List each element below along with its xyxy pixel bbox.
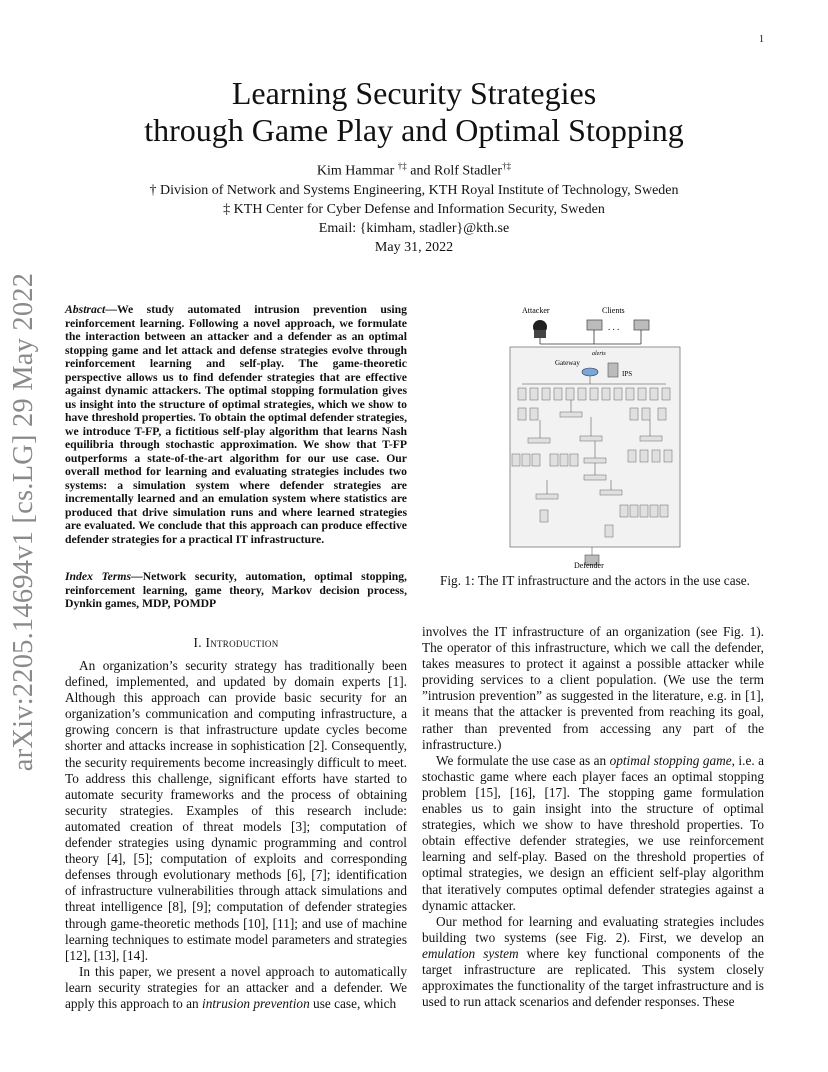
right-paragraph-2	[422, 753, 764, 914]
author-block	[0, 157, 828, 257]
author-2-affil: †‡	[502, 161, 512, 171]
intro-paragraph-2	[65, 964, 407, 1012]
intro-p2-emphasis: intrusion prevention	[202, 995, 310, 1011]
figure-1	[500, 300, 685, 570]
author-names	[0, 157, 828, 181]
intro-paragraph-1: An organization’s security strategy has traditionally been defined, implemented, and updated by domain experts [1]. Although this approach can provide basic security for an organization’s communication and computing infrastructure, a growing concern is that infrastructure update cycles become shorter and attacks increase in sophistication [2]. Consequently, the security requirements become increasingly difficult to meet. To address this challenge, significant efforts have started to automate security frameworks and the process of obtaining security strategies. Examples of this research include: automated creation of threat models [3]; computation of defender strategies using dynamic programming and control theory [4], [5]; computation of exploits and corresponding defenses through evolutionary methods [6], [7]; identification of infrastructure vulnerabilities through attack simulations and threat intelligence [8], [9]; computation of defender strategies through game-theoretic methods [10], [11]; and use of machine learning techniques to estimate model parameters and strategies [12], [13], [14].	[65, 658, 407, 963]
figure-caption: Fig. 1: The IT infrastructure and the actors in the use case.	[439, 573, 751, 588]
section-heading	[65, 635, 407, 651]
right-p2-emphasis: optimal stopping game	[609, 752, 732, 768]
gateway-icon	[582, 368, 598, 376]
arxiv-stamp: arXiv:2205.14694v1 [cs.LG] 29 May 2022	[8, 272, 39, 772]
right-p3-text-b: where key functional components of the target infrastructure are replicated. This system closely approximates the functionality of the target infrastructure and is used to run attack scenarios and defender responses. These	[422, 945, 764, 1010]
ips-label: IPS	[622, 370, 633, 378]
author-1: Kim Hammar	[316, 163, 398, 179]
defender-label: Defender	[574, 561, 604, 570]
page-number: 1	[759, 34, 764, 45]
email: Email: {kimham, stadler}@kth.se	[318, 220, 510, 236]
paper-title	[0, 75, 828, 149]
clients-label: Clients	[602, 306, 625, 315]
attacker-label: Attacker	[522, 306, 550, 315]
right-p2-text-b: , i.e. a stochastic game where each player faces an optimal stopping problem [15], [16], [17]. The stopping game formulation enables us to gain insight into the structure of optimal strategies, which we show to have threshold properties. To obtain effective defender strategies, we use reinforcement learning and self-play. Based on the threshold properties of optimal strategies, we design an efficient self-play algorithm that iteratively computes optimal defender strategies against a dynamic attacker.	[422, 752, 765, 913]
gateway-label: Gateway	[555, 359, 580, 367]
abstract	[65, 303, 407, 546]
right-paragraph-1: involves the IT infrastructure of an organization (see Fig. 1). The operator of this infrastructure, which we call the defender, takes measures to protect it against a possible attacker while providing services to a client population. (We use the term ”intrusion prevention” as suggested in the literature, e.g. in [1], it means that the attacker is prevented from reaching its goal, rather than prevented from accessing any part of the infrastructure.)	[422, 624, 764, 752]
section-title: Introduction	[205, 635, 279, 650]
right-p3-emphasis: emulation system	[422, 945, 519, 961]
right-paragraph-3	[422, 914, 764, 1011]
alerts-label: alerts	[592, 351, 606, 357]
title-line-2: through Game Play and Optimal Stopping	[144, 112, 684, 148]
clients-ellipsis: . . .	[608, 322, 620, 332]
author-1-affil: †‡	[397, 161, 407, 171]
author-2: and Rolf Stadler	[406, 163, 503, 179]
intro-body	[65, 658, 407, 1012]
affiliation-1: † Division of Network and Systems Engineering, KTH Royal Institute of Technology, Sweden	[149, 182, 679, 198]
intro-p2-text-a: In this paper, we present a novel approach to automatically learn security strategies for an attacker and a defender. We apply this approach to an	[65, 963, 407, 1011]
ips-icon	[608, 363, 618, 377]
network-diagram	[500, 300, 685, 570]
title-line-1: Learning Security Strategies	[231, 75, 597, 111]
attacker-icon	[533, 320, 547, 338]
right-p3-text-a: Our method for learning and evaluating strategies includes building two systems (see Fig. 2). First, we develop an	[422, 913, 764, 945]
right-p2-text-a: We formulate the use case as an	[436, 752, 610, 768]
intro-p2-text-b: use case, which	[309, 995, 397, 1011]
date: May 31, 2022	[374, 239, 454, 255]
abstract-text: —We study automated intrusion prevention using reinforcement learning. Following a novel approach, we formulate the interaction between an attacker and a defender as an optimal stopping game and let attack and defense strategies evolve through reinforcement learning and self-play. The game-theoretic perspective allows us to find defender strategies that are effective against dynamic attackers. The optimal stopping formulation gives us insight into the structure of optimal strategies, which we show to have threshold properties. To obtain the optimal defender strategies, we introduce T-FP, a fictitious self-play algorithm that learns Nash equilibria through stochastic approximation. We show that T-FP outperforms a state-of-the-art algorithm for our use case. Our overall method for learning and evaluating strategies includes two systems: a simulation system where defender strategies are incrementally learned and an emulation system where statistics are produced that drive simulation runs and where learned strategies are evaluated. We conclude that this approach can produce effective defender strategies for a practical IT infrastructure.	[65, 303, 407, 546]
index-terms-text: —Network security, automation, optimal stopping, reinforcement learning, game theory, Markov decision process, Dynkin games, MDP, POMDP	[65, 570, 407, 610]
right-column-body	[422, 624, 764, 1010]
abstract-label: Abstract	[65, 303, 106, 316]
affiliation-2: ‡ KTH Center for Cyber Defense and Information Security, Sweden	[223, 201, 605, 217]
section-number: I.	[193, 635, 206, 650]
index-terms-label: Index Terms	[65, 570, 132, 583]
index-terms	[65, 570, 407, 611]
